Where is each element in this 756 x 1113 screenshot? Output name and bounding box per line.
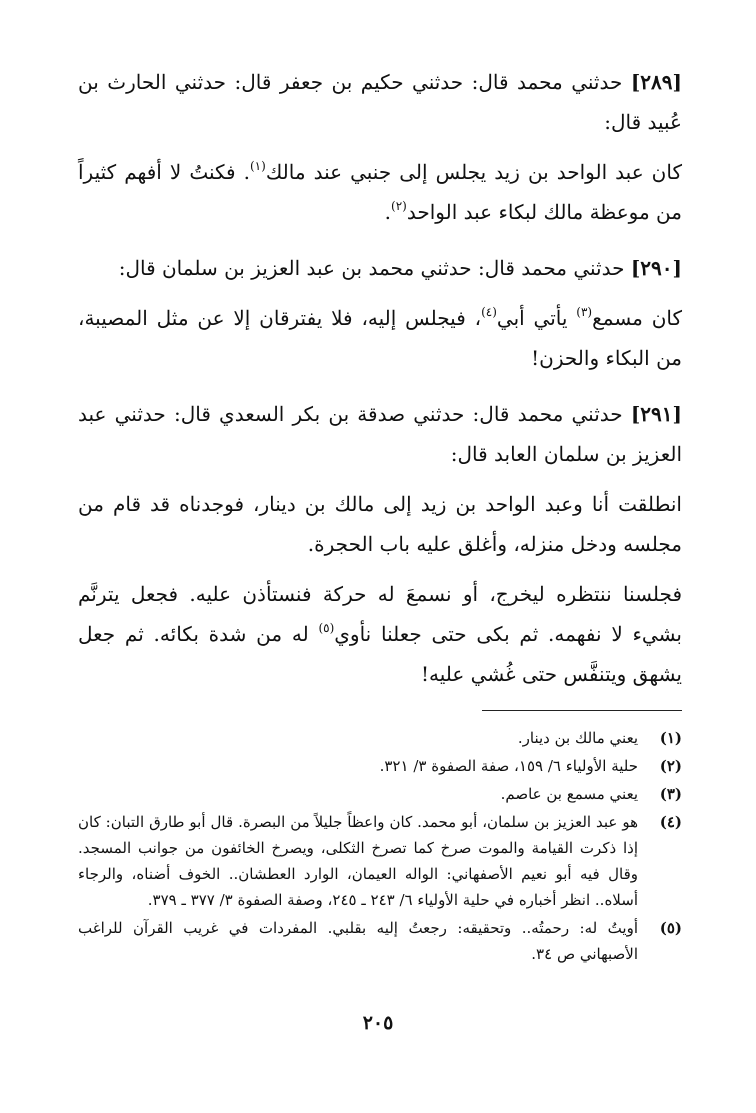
entry-290-number: [٢٩٠] [630, 256, 682, 280]
entry-291-number: [٢٩١] [630, 402, 682, 426]
footnote-ref-2[interactable]: (٢) [391, 199, 407, 213]
entry-291-text-1: انطلقت أنا وعبد الواحد بن زيد إلى مالك بن دينار، فوجدناه قد قام من مجلسه ودخل منزله، وأغلق عليه باب الحجرة. [78, 492, 682, 556]
footnotes [78, 725, 682, 967]
entry-289-text-part: . [384, 200, 392, 224]
footnote-text: يعني مسمع بن عاصم. [500, 785, 638, 803]
footnote-item [78, 725, 682, 751]
entry-291-text-part: فجلسنا ننتظره ليخرج، أو نسمعَ له حركة فنستأذن عليه. فجعل يترنَّم بشيء لا نفهمه. ثم بكى حتى جعلنا نأوي [78, 582, 682, 646]
footnote-ref-1[interactable]: (١) [249, 159, 266, 173]
entry-290-text [78, 298, 682, 378]
footnote-text: أويتُ له: رحمتُه.. وتحقيقه: رجعتُ إليه بقلبي. المفردات في غريب القرآن للراغب الأصبهاني ص ٣٤. [78, 919, 638, 963]
footnote-item [78, 809, 682, 913]
footnote-text: هو عبد العزيز بن سلمان، أبو محمد. كان واعظاً جليلاً من البصرة. قال أبو طارق التبان: كان إذا ذكرت القيامة والموت صرخ كما تصرخ الثكلى، ويصرخ الخائفون من جوانب المسجد. وقال فيه أبو نعيم الأصفهاني: الواله العيمان، الوارد العطشان.. الخوف أضناه، والرجاء أسلاه.. انظر أخباره في حلية الأولياء ٦/ ٢٤٣ ـ ٢٤٥، وصفة الصفوة ٣/ ٣٧٧ ـ ٣٧٩. [78, 813, 638, 909]
entry-290-text-part: كان مسمع [592, 306, 683, 330]
footnote-number: (٤) [659, 813, 682, 831]
entry-289-number: [٢٨٩] [630, 70, 682, 94]
footnote-number: (١) [659, 729, 682, 747]
entry-290-text-part: ، فيجلس إليه، فلا يفترقان إلا عن مثل المصيبة، من البكاء والحزن! [78, 306, 682, 370]
entry-290-isnad-text: حدثني محمد قال: حدثني محمد بن عبد العزيز بن سلمان قال: [118, 256, 631, 280]
footnote-text: يعني مالك بن دينار. [517, 729, 638, 747]
entry-290-isnad [78, 248, 682, 288]
entry-290-text-part: يأتي أبي [496, 306, 577, 330]
entry-291-isnad-text: حدثني محمد قال: حدثني صدقة بن بكر السعدي قال: حدثني عبد العزيز بن سلمان العابد قال: [78, 402, 682, 466]
entry-291-isnad [78, 394, 682, 474]
footnote-divider [482, 710, 682, 711]
footnote-item [78, 753, 682, 779]
footnote-ref-3[interactable]: (٣) [576, 305, 593, 319]
footnote-ref-4[interactable]: (٤) [481, 305, 497, 319]
footnote-ref-5[interactable]: (٥) [318, 621, 335, 635]
entry-289-text-part: كان عبد الواحد بن زيد يجلس إلى جنبي عند مالك [265, 160, 682, 184]
entry-289-text [78, 152, 682, 232]
page-body [78, 62, 682, 969]
entry-289-text-part: . فكنتُ لا أفهم كثيراً من موعظة مالك لبكاء عبد الواحد [78, 160, 682, 224]
entry-291-text-part: له من شدة بكائه. ثم جعل يشهق ويتنفَّس حتى غُشي عليه! [78, 622, 682, 686]
entry-291-text-2 [78, 574, 682, 694]
footnote-number: (٣) [659, 785, 682, 803]
footnote-number: (٥) [659, 919, 682, 937]
entry-289-isnad [78, 62, 682, 142]
footnote-number: (٢) [659, 757, 682, 775]
entry-289-isnad-text: حدثني محمد قال: حدثني حكيم بن جعفر قال: حدثني الحارث بن عُبيد قال: [78, 70, 682, 134]
footnote-item [78, 781, 682, 807]
footnote-item [78, 915, 682, 967]
page-number: ٢٠٥ [362, 1012, 394, 1034]
footnote-text: حلية الأولياء ٦/ ١٥٩، صفة الصفوة ٣/ ٣٢١. [379, 757, 638, 775]
